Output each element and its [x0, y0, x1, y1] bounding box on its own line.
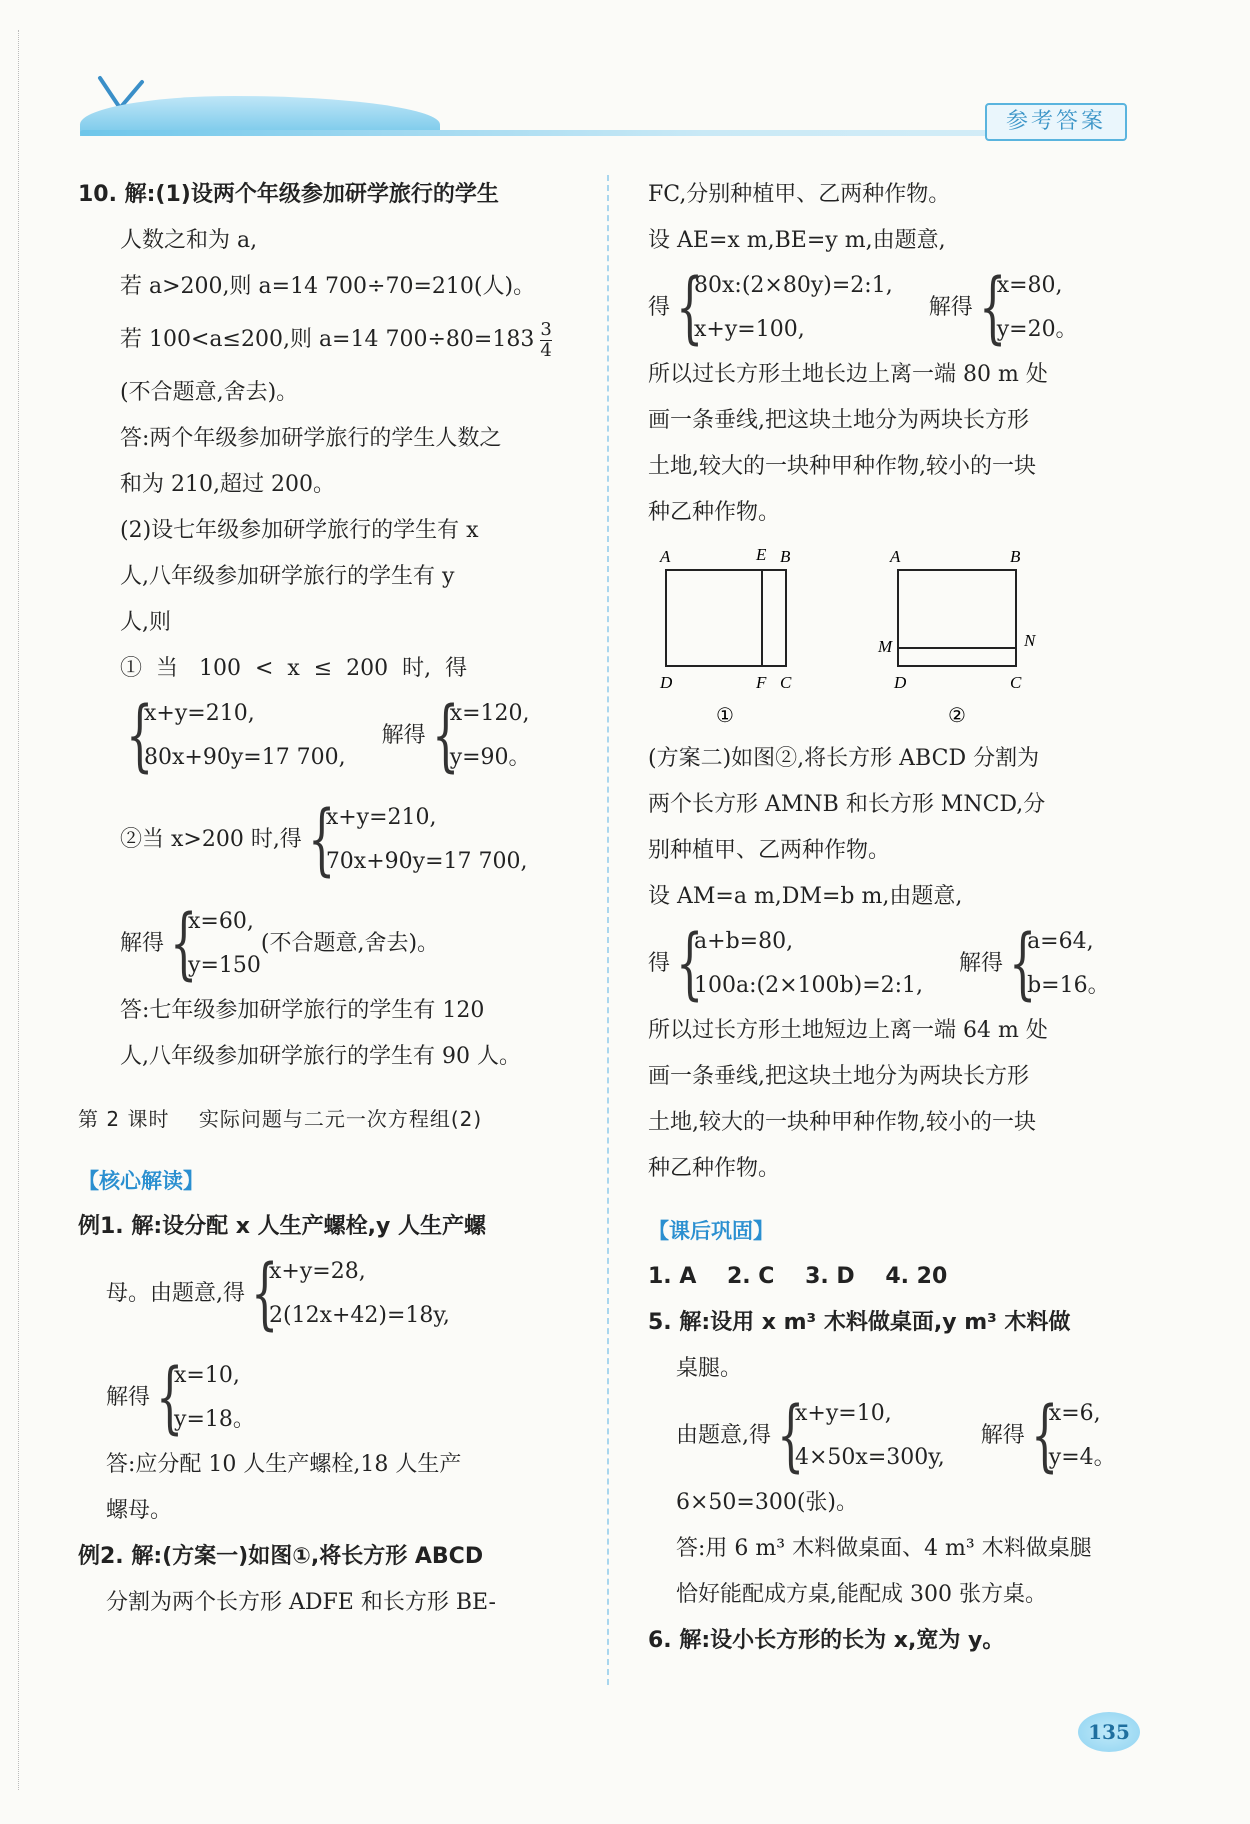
label-b: B: [780, 547, 791, 566]
label-d: D: [894, 673, 907, 692]
equation: x+y=210,: [325, 805, 437, 830]
section-title: 第 2 课时 实际问题与二元一次方程组(2): [78, 1107, 483, 1131]
solve-label: 解得: [381, 723, 426, 748]
case-label: ②当 x>200 时,得: [120, 827, 302, 852]
plan2-line: 土地,较大的一块种甲种作物,较小的一块: [648, 1110, 1036, 1135]
q10-line: 若 a>200,则 a=14 700÷70=210(人)。: [120, 274, 536, 299]
equation-system: [78, 1250, 578, 1338]
q5-line: 答:用 6 m³ 木料做桌面、4 m³ 木料做桌腿: [676, 1536, 1092, 1561]
q10-line: 人,八年级参加研学旅行的学生有 90 人。: [120, 1044, 521, 1069]
plan2-line: 所以过长方形土地短边上离一端 64 m 处: [648, 1018, 1048, 1043]
brace: {: [1009, 919, 1037, 1009]
label-c: C: [1010, 673, 1022, 692]
equation-system: [78, 692, 578, 780]
brace: {: [777, 1391, 805, 1481]
q10-line: (不合题意,舍去)。: [120, 380, 299, 405]
equation-system: [648, 1392, 1128, 1480]
plan2-line: 两个长方形 AMNB 和长方形 MNCD,分: [648, 792, 1046, 817]
system: [694, 264, 893, 352]
header-bar: [80, 130, 1120, 136]
caption-1: ①: [716, 705, 734, 727]
answers-line: [648, 1254, 1128, 1300]
label-b: B: [1010, 547, 1021, 566]
brace: {: [431, 691, 460, 781]
equation: y=4。: [1048, 1445, 1116, 1470]
equation-system: [648, 920, 1128, 1008]
brace: {: [1030, 1391, 1059, 1481]
q10-line: 和为 210,超过 200。: [120, 472, 335, 497]
ex2-line: 土地,较大的一块种甲种作物,较小的一块: [648, 454, 1036, 479]
ex2-line: [78, 1534, 578, 1580]
ex1-line: 螺母。: [106, 1498, 173, 1523]
q5-line: [648, 1300, 1128, 1346]
plan2-line: 画一条垂线,把这块土地分为两块长方形: [648, 1064, 1029, 1089]
equation: x=80,: [996, 273, 1063, 298]
solve-label: 解得: [980, 1423, 1025, 1448]
q10-line: 答:七年级参加研学旅行的学生有 120: [120, 998, 485, 1023]
brace: {: [156, 1353, 184, 1443]
plan2-line: (方案二)如图②,将长方形 ABCD 分割为: [648, 746, 1040, 771]
equation: x=10,: [174, 1363, 240, 1388]
equation: 100a:(2×100b)=2:1,: [694, 973, 924, 998]
solve-label: 解得: [928, 295, 973, 320]
label-n: N: [1024, 631, 1036, 650]
page-edge-line: [18, 30, 19, 1790]
ex2-line: 画一条垂线,把这块土地分为两块长方形: [648, 408, 1029, 433]
q5-line: 恰好能配成方桌,能配成 300 张方桌。: [676, 1582, 1047, 1607]
plan2-line: 别种植甲、乙两种作物。: [648, 838, 891, 863]
q10-line: [78, 172, 578, 218]
answers: 1. A 2. C 3. D 4. 20: [648, 1264, 948, 1289]
page-number: 135: [1078, 1712, 1140, 1752]
ex2-text: 例2. 解:(方案一)如图①,将长方形 ABCD: [78, 1544, 484, 1569]
ex2-line: 设 AE=x m,BE=y m,由题意,: [648, 228, 946, 253]
ex1-text: 例1. 解:设分配 x 人生产螺栓,y 人生产螺: [78, 1214, 486, 1239]
ex1-line: 答:应分配 10 人生产螺栓,18 人生产: [106, 1452, 462, 1477]
label-d: D: [660, 673, 673, 692]
right-column: [648, 172, 1128, 1664]
equation: 2(12x+42)=18y,: [269, 1303, 450, 1328]
ex2-line: 所以过长方形土地长边上离一端 80 m 处: [648, 362, 1048, 387]
equation-system: [78, 796, 578, 884]
solve-label: 解得: [959, 951, 1004, 976]
equation: x+y=100,: [694, 317, 805, 342]
brace: {: [126, 691, 154, 781]
column-divider: [607, 175, 609, 1685]
system: [269, 1250, 450, 1338]
ex1-line: [78, 1204, 578, 1250]
equation: x+y=28,: [269, 1259, 366, 1284]
ex2-line: 种乙种作物。: [648, 500, 781, 525]
label-c: C: [780, 673, 792, 692]
q10-line: [78, 310, 578, 370]
brace: {: [170, 899, 198, 989]
fraction: [540, 320, 551, 361]
equation: y=150: [188, 953, 261, 978]
plan2-text: 得: [648, 951, 671, 976]
equation-system: [78, 1354, 578, 1442]
figure-2: [876, 542, 1076, 732]
system: [144, 692, 346, 780]
label-f: F: [756, 673, 767, 692]
q10-text: 10. 解:(1)设两个年级参加研学旅行的学生: [78, 182, 499, 207]
brace: {: [978, 263, 1007, 353]
fraction-numerator: 3: [540, 318, 552, 340]
brace: {: [676, 919, 704, 1009]
equation: x=6,: [1048, 1401, 1101, 1426]
q10-line: 人,则: [120, 610, 171, 635]
plan2-line: 种乙种作物。: [648, 1156, 781, 1181]
solution: [1049, 1392, 1116, 1480]
ex2-text: 得: [648, 295, 671, 320]
q10-line: 人数之和为 a,: [120, 228, 258, 253]
figures: [648, 536, 1128, 736]
system: [694, 920, 923, 1008]
equation: 80x+90y=17 700,: [144, 745, 346, 770]
q6-line: [648, 1618, 1128, 1664]
label-m: M: [878, 637, 893, 656]
q5-line: 6×50=300(张)。: [676, 1490, 859, 1515]
equation: 4×50x=300y,: [795, 1445, 945, 1470]
q6-text: 6. 解:设小长方形的长为 x,宽为 y。: [648, 1628, 1005, 1653]
page-header: [0, 0, 1250, 150]
after-class-tag: 【课后巩固】: [648, 1219, 774, 1243]
solve-label: 解得: [120, 931, 165, 956]
q10-line: (2)设七年级参加研学旅行的学生有 x: [120, 518, 479, 543]
equation: y=18。: [174, 1407, 255, 1432]
solution: [450, 692, 531, 780]
caption-2: ②: [948, 705, 966, 727]
q10-line: ① 当 100 < x ≤ 200 时, 得: [120, 656, 468, 681]
equation: 80x:(2×80y)=2:1,: [694, 273, 893, 298]
equation: y=90。: [449, 745, 531, 770]
label-e: E: [756, 545, 767, 564]
answer-key-tag: 参考答案: [985, 103, 1127, 141]
equation-system: [648, 264, 1128, 352]
equation: x=120,: [449, 701, 530, 726]
solution: [188, 900, 261, 988]
figure-1: [648, 542, 848, 732]
left-column: [78, 172, 578, 1626]
plan2-line: 设 AM=a m,DM=b m,由题意,: [648, 884, 963, 909]
core-reading-tag: 【核心解读】: [78, 1169, 204, 1193]
q10-text: 若 100<a≤200,则 a=14 700÷80=183: [120, 327, 535, 352]
note: (不合题意,舍去)。: [260, 931, 440, 956]
q5-line: 桌腿。: [676, 1356, 743, 1381]
brace: {: [251, 1249, 279, 1339]
q10-line: 答:两个年级参加研学旅行的学生人数之: [120, 426, 502, 451]
solution: [997, 264, 1078, 352]
label-a: A: [660, 547, 671, 566]
equation-system: [78, 900, 578, 988]
solve-label: 解得: [106, 1385, 151, 1410]
ex2-line: 分割为两个长方形 ADFE 和长方形 BE-: [106, 1590, 496, 1615]
ex1-text: 母。由题意,得: [106, 1281, 245, 1306]
equation: a=64,: [1027, 929, 1094, 954]
label-a: A: [890, 547, 901, 566]
q5-text: 由题意,得: [676, 1423, 771, 1448]
equation: a+b=80,: [694, 929, 794, 954]
fraction-denominator: 4: [540, 339, 552, 361]
equation: y=20。: [996, 317, 1078, 342]
q10-line: 人,八年级参加研学旅行的学生有 y: [120, 564, 455, 589]
equation: 70x+90y=17 700,: [325, 849, 528, 874]
ex2-line: FC,分别种植甲、乙两种作物。: [648, 182, 951, 207]
brace: {: [676, 263, 704, 353]
equation: x=60,: [188, 909, 254, 934]
q5-text: 5. 解:设用 x m³ 木料做桌面,y m³ 木料做: [648, 1310, 1071, 1335]
system: [326, 796, 528, 884]
solution: [174, 1354, 255, 1442]
equation: x+y=10,: [795, 1401, 892, 1426]
equation: x+y=210,: [144, 701, 255, 726]
rect-abcd: [666, 570, 786, 666]
solution: [1027, 920, 1110, 1008]
rect-abcd: [898, 570, 1016, 666]
equation: b=16。: [1027, 973, 1110, 998]
system: [795, 1392, 945, 1480]
brace: {: [307, 795, 336, 885]
